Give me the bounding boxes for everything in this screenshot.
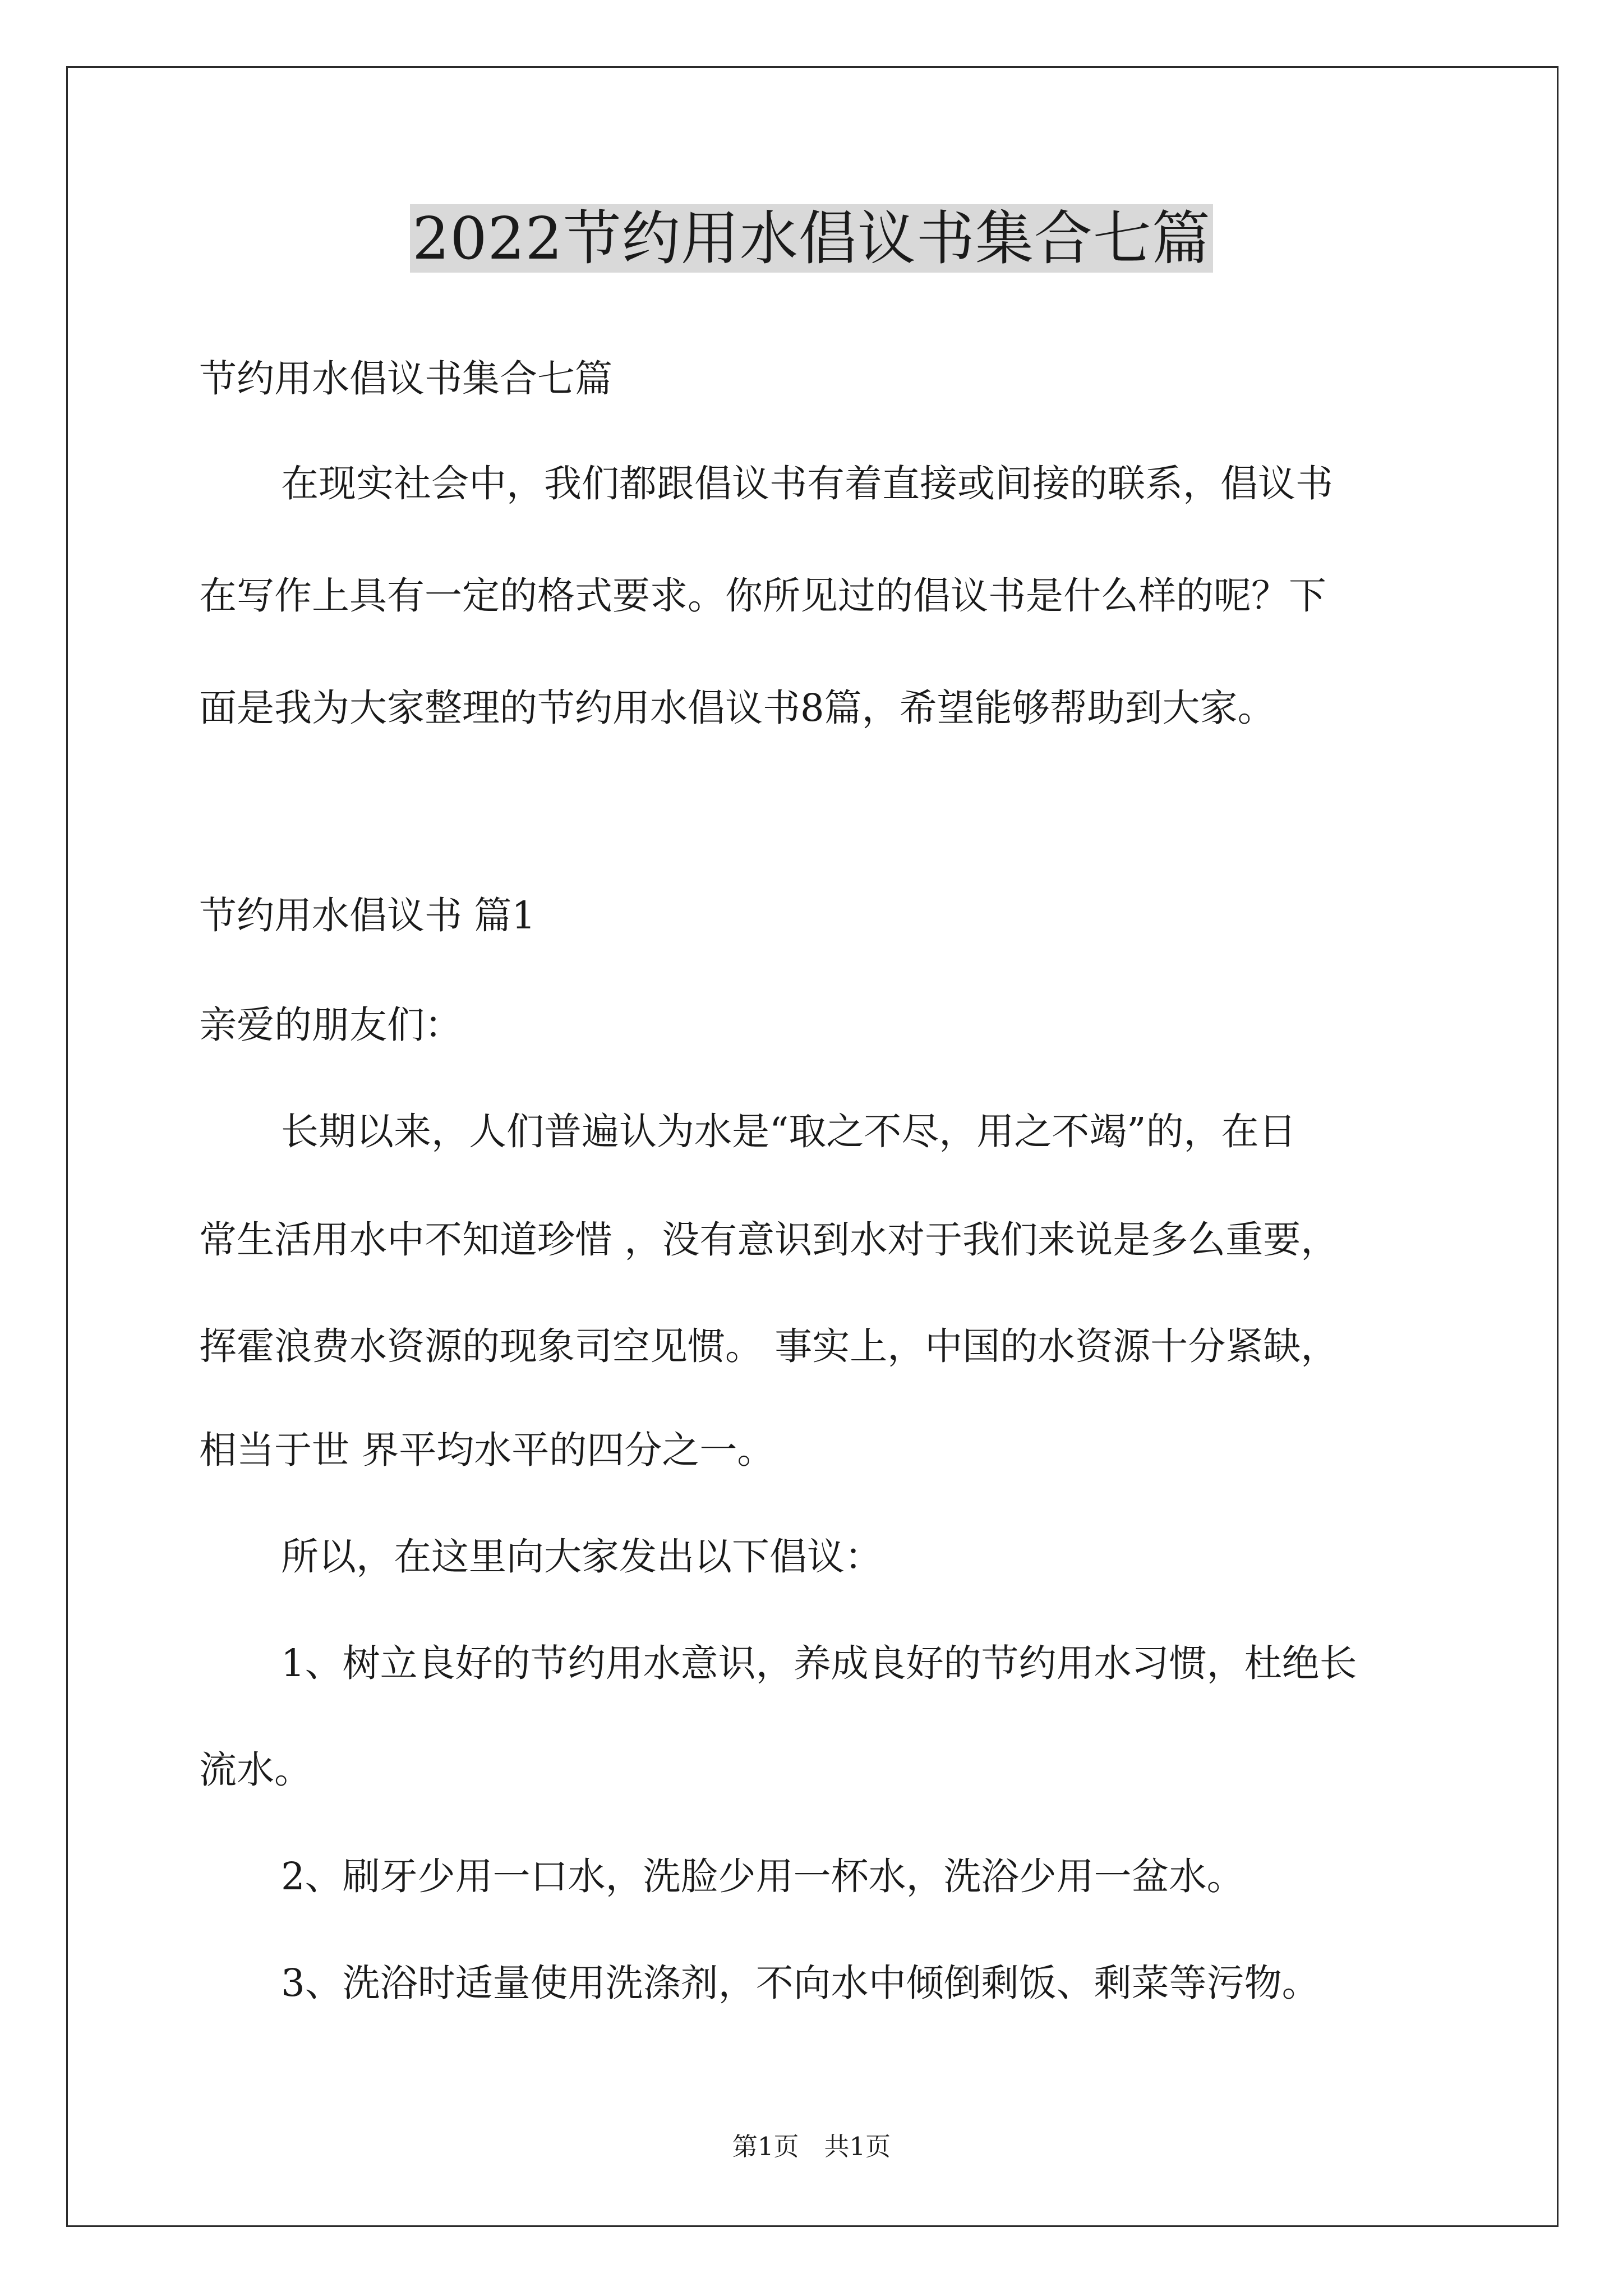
list-item-line: 3、洗浴时适量使用洗涤剂，不向水中倾倒剩饭、剩菜等污物。 [281, 1961, 1320, 2005]
page-footer: 第1页 共1页 [732, 2132, 891, 2161]
paragraph-line: 所以，在这里向大家发出以下倡议： [281, 1535, 882, 1579]
document-title [0, 199, 1623, 278]
list-item-line: 2、刷牙少用一口水，洗脸少用一杯水，洗浴少用一盆水。 [281, 1855, 1244, 1898]
list-item-line: 1、树立良好的节约用水意识，养成良好的节约用水习惯，杜绝长 [281, 1641, 1357, 1685]
paragraph-line: 长期以来，人们普遍认为水是“取之不尽，用之不竭”的，在日 [281, 1110, 1297, 1153]
list-item-line: 流水。 [199, 1748, 312, 1792]
paragraph-line: 在现实社会中，我们都跟倡议书有着直接或间接的联系，倡议书 [281, 462, 1333, 505]
paragraph-line: 在写作上具有一定的格式要求。你所见过的倡议书是什么样的呢？下 [199, 574, 1326, 618]
paragraph-line: 相当于世 界平均水平的四分之一。 [199, 1428, 775, 1472]
paragraph-line: 常生活用水中不知道珍惜 ，没有意识到水对于我们来说是多么重要， [199, 1218, 1339, 1262]
salutation-line: 亲爱的朋友们： [199, 1003, 462, 1047]
section-heading: 节约用水倡议书 篇1 [199, 894, 536, 937]
paragraph-line: 面是我为大家整理的节约用水倡议书8篇，希望能够帮助到大家。 [199, 686, 1275, 730]
document-title-text: 2022节约用水倡议书集合七篇 [410, 204, 1213, 273]
paragraph-line: 挥霍浪费水资源的现象司空见惯。 事实上，中国的水资源十分紧缺， [199, 1324, 1339, 1368]
subtitle-line: 节约用水倡议书集合七篇 [199, 357, 612, 401]
